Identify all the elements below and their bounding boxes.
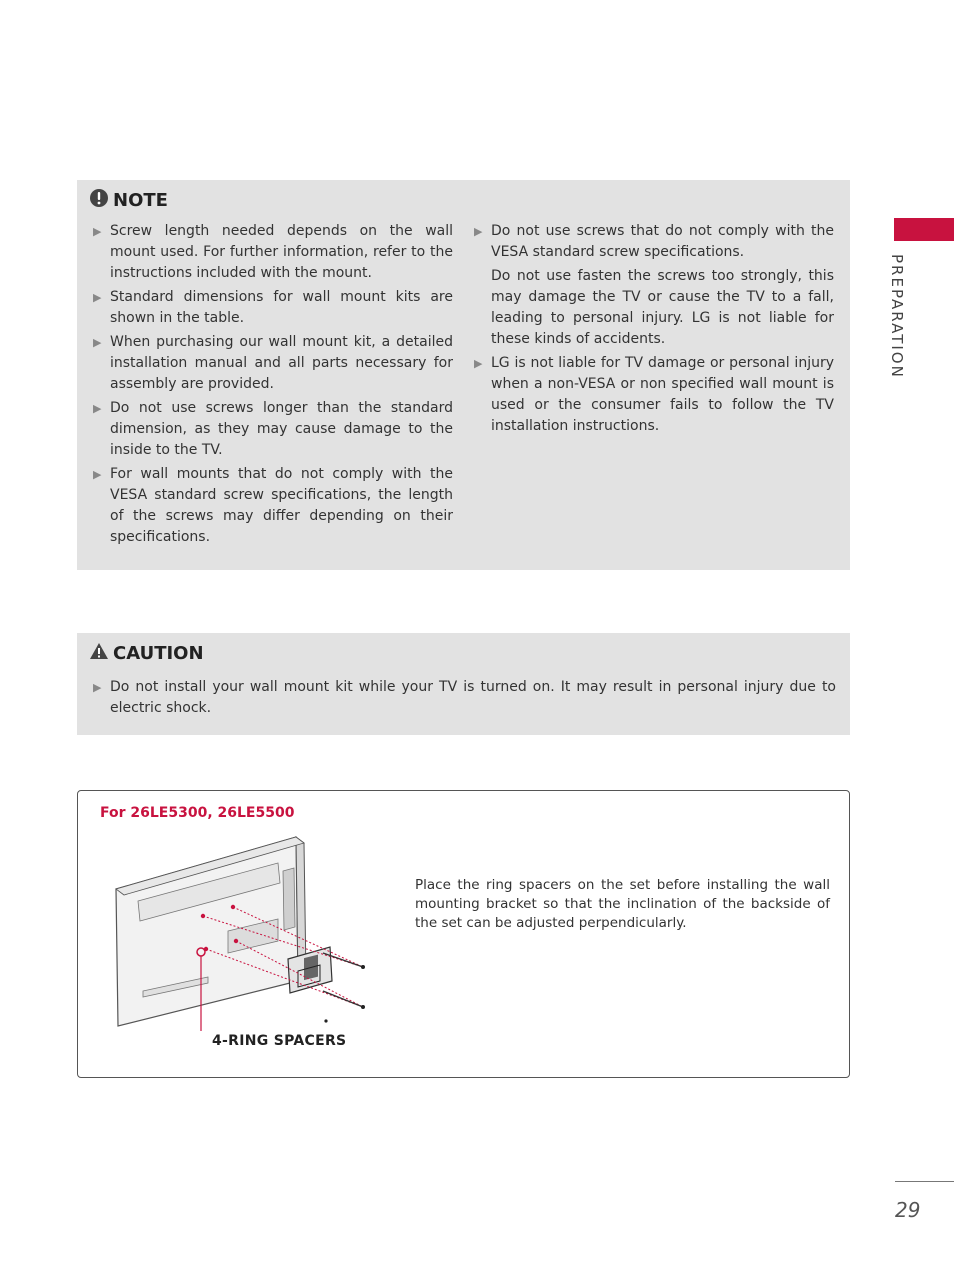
note-title: NOTE — [113, 189, 168, 211]
caution-heading — [89, 641, 204, 665]
note-heading — [89, 188, 168, 212]
note-left-column — [93, 221, 453, 551]
note-item: ▶ Do not use screws longer than the standard dimension, as they may cause damage to the inside to the TV. — [93, 400, 453, 458]
note-item: ▶ Standard dimensions for wall mount kits are shown in the table. — [93, 289, 453, 326]
note-item: ▶ Screw length needed depends on the wall mount used. For further information, refer to the instructions included with the mount. — [93, 223, 453, 281]
caution-title: CAUTION — [113, 642, 204, 664]
caution-list — [93, 677, 836, 722]
model-label: For 26LE5300, 26LE5500 — [100, 805, 295, 821]
note-item: Do not use fasten the screws too strongly, this may damage the TV or cause the TV to a fall, leading to personal injury. LG is not liable for these kinds of accidents. — [491, 268, 834, 347]
section-label: PREPARATION — [888, 254, 906, 379]
bullet-arrow-icon: ▶ — [93, 468, 102, 481]
bullet-arrow-icon: ▶ — [93, 225, 102, 238]
note-item: ▶ Do not use screws that do not comply with the VESA standard screw specifications. — [474, 223, 834, 260]
ring-spacers-label: 4-RING SPACERS — [212, 1033, 347, 1049]
section-tab-marker — [894, 218, 954, 241]
bullet-arrow-icon: ▶ — [474, 225, 483, 238]
note-right-column — [474, 221, 834, 440]
page-number-rule — [895, 1181, 954, 1182]
note-box — [77, 180, 850, 570]
note-item: ▶ LG is not liable for TV damage or personal injury when a non-VESA or non specified wall mount is used or the consumer fails to follow the TV installation instructions. — [474, 355, 834, 434]
bullet-arrow-icon: ▶ — [93, 336, 102, 349]
note-item: ▶ When purchasing our wall mount kit, a detailed installation manual and all parts necessary for assembly are provided. — [93, 334, 453, 392]
bullet-arrow-icon: ▶ — [93, 291, 102, 304]
caution-item: ▶ Do not install your wall mount kit while your TV is turned on. It may result in personal injury due to electric shock. — [93, 679, 836, 716]
bullet-arrow-icon: ▶ — [93, 681, 102, 694]
warning-triangle-icon — [89, 642, 109, 665]
page-number: 29 — [895, 1198, 921, 1222]
caution-box — [77, 633, 850, 735]
note-item: ▶ For wall mounts that do not comply with the VESA standard screw specifications, the length of the screws may differ depending on their specifications. — [93, 466, 453, 545]
bullet-arrow-icon: ▶ — [474, 357, 483, 370]
bullet-arrow-icon: ▶ — [93, 402, 102, 415]
ring-spacers-description: Place the ring spacers on the set before installing the wall mounting bracket so that the inclination of the backside of the set can be adjusted perpendicularly. — [415, 877, 830, 931]
wall-mount-diagram-box — [77, 790, 850, 1078]
exclamation-icon — [89, 188, 109, 213]
tv-backside-illustration — [108, 831, 428, 1031]
